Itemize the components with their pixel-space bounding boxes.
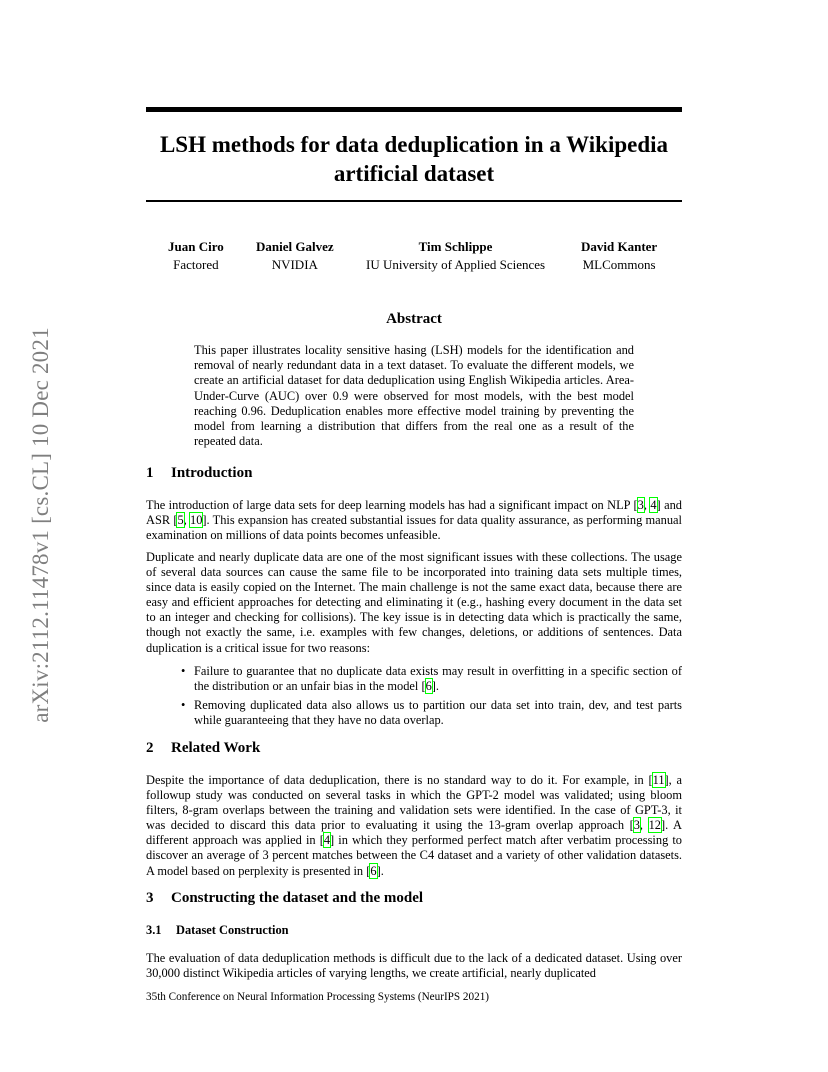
abstract-text: This paper illustrates locality sensitive hasing (LSH) models for the identification and removal of nearly redundant data in a text dataset. To evaluate the different models, we create an artificial dataset for data deduplication using English Wikipedia articles. Area-Under-Curve (AUC) over 0.9 were observed for most models, with the best model reaching 0.96. Deduplication enables more effective model training by preventing the model from learning a distribution that differs from the real one as a result of the repeated data. [194,343,634,449]
text-run: , [183,513,191,528]
citation-link[interactable]: 3 [633,818,640,833]
author-affiliation: IU University of Applied Sciences [366,257,546,272]
subsection-number: 3.1 [146,923,162,937]
section-title: Introduction [171,465,253,481]
text-run: The introduction of large data sets for deep learning models has had a significant impact on NLP [ [146,498,638,512]
author-name: Tim Schlippe [418,239,493,254]
section-title: Constructing the dataset and the model [171,890,424,906]
list-item [181,698,682,728]
title-bottom-rule [146,200,682,202]
section-heading-introduction [146,465,682,482]
citation-link[interactable]: 4 [650,498,657,512]
author-name: Juan Ciro [168,239,224,254]
paper-title [146,130,682,188]
text-run: ], a followup study was conducted on several tasks in which the GPT-2 model was validated; using bloom filters, 8-gram overlaps between the training and validation sets were identified. In the case of GPT-3, it was decided to discard this data prior to evaluating it using the 13-gram overlap approach [ [146,773,682,833]
bullet-marker: • [181,698,186,712]
section-title: Related Work [171,740,261,756]
title-top-rule [146,107,682,112]
citation-link[interactable]: 12 [648,818,661,833]
conference-footer: 35th Conference on Neural Information Processing Systems (NeurIPS 2021) [146,991,490,1003]
subsection-heading-dataset-construction [146,923,682,938]
section-number: 1 [146,465,154,481]
text-run: , [643,498,651,512]
text-run: , [639,818,649,833]
title-line-1: LSH methods for data deduplication in a Wikipedia [159,132,669,157]
author-block [168,238,224,274]
text-run: ]. This expansion has created substantial issues for data quality assurance, as performing manual examination on millions of data points becomes unfeasible. [146,513,682,543]
bullet-marker: • [181,664,186,678]
section-number: 2 [146,740,154,756]
arxiv-identifier-text: arXiv:2112.11478v1 [cs.CL] 10 Dec 2021 [28,327,53,723]
intro-paragraph-1 [146,498,682,543]
citation-link[interactable]: 6 [370,863,377,878]
author-affiliation: MLCommons [582,257,656,272]
title-line-2: artificial dataset [333,161,495,186]
text-run: ]. [431,679,440,694]
author-name: Daniel Galvez [256,239,334,254]
citation-link[interactable]: 5 [177,513,184,528]
citation-link[interactable]: 6 [425,679,432,694]
author-affiliation: NVIDIA [271,257,318,272]
dataset-paragraph: The evaluation of data deduplication methods is difficult due to the lack of a dedicated dataset. Using over 30,000 distinct Wikipedia articles of varying lengths, we create artificial, nearly duplicated [146,951,682,981]
section-heading-constructing [146,890,682,907]
text-run: ] and ASR [ [146,498,682,528]
subsection-title: Dataset Construction [176,923,289,937]
list-item [181,664,682,694]
citation-link[interactable]: 4 [323,833,331,848]
author-block [366,238,545,274]
section-number: 3 [146,890,154,906]
author-block [581,238,657,274]
author-block [256,238,334,274]
citation-link[interactable]: 3 [637,498,644,512]
text-run: ] in which they performed perfect match after verbatim processing to discover an average of 3 percent matches between the C4 dataset and a variety of other validation datasets. A model based on perplexity is presented in [ [146,833,683,878]
citation-link[interactable]: 10 [190,513,203,528]
author-affiliation: Factored [173,257,219,272]
text-run: Despite the importance of data deduplication, there is no standard way to do it. For example, in [ [146,773,653,787]
text-run: ]. [376,863,384,878]
section-heading-related-work [146,740,682,757]
text-run: Removing duplicated data also allows us to partition our data set into train, dev, and test parts while guaranteeing that they have no data overlap. [194,698,682,728]
related-work-paragraph [146,773,682,879]
intro-paragraph-2: Duplicate and nearly duplicate data are one of the most significant issues with these collections. The usage of several data sources can cause the same file to be incorporated into training data sets multiple times, since data is easily copied on the Internet. The main challenge is not the same exact data, because there are easy and efficient approaches for detecting and eliminating it (e.g., hashing every document in the data set to an integer and checking for collisions). The key issue is in detecting data which is practically the same, though not exactly the same, i.e. examples with few changes, deletions, or additions of sentences. Data duplication is a critical issue for two reasons: [146,550,682,655]
text-run: Failure to guarantee that no duplicate data exists may result in overfitting in a specific section of the distribution or an unfair bias in the model [ [194,664,682,694]
author-name: David Kanter [581,239,658,254]
citation-link[interactable]: 11 [652,773,665,787]
text-run: ]. A different approach was applied in [ [146,818,682,848]
abstract-heading: Abstract [386,311,442,327]
